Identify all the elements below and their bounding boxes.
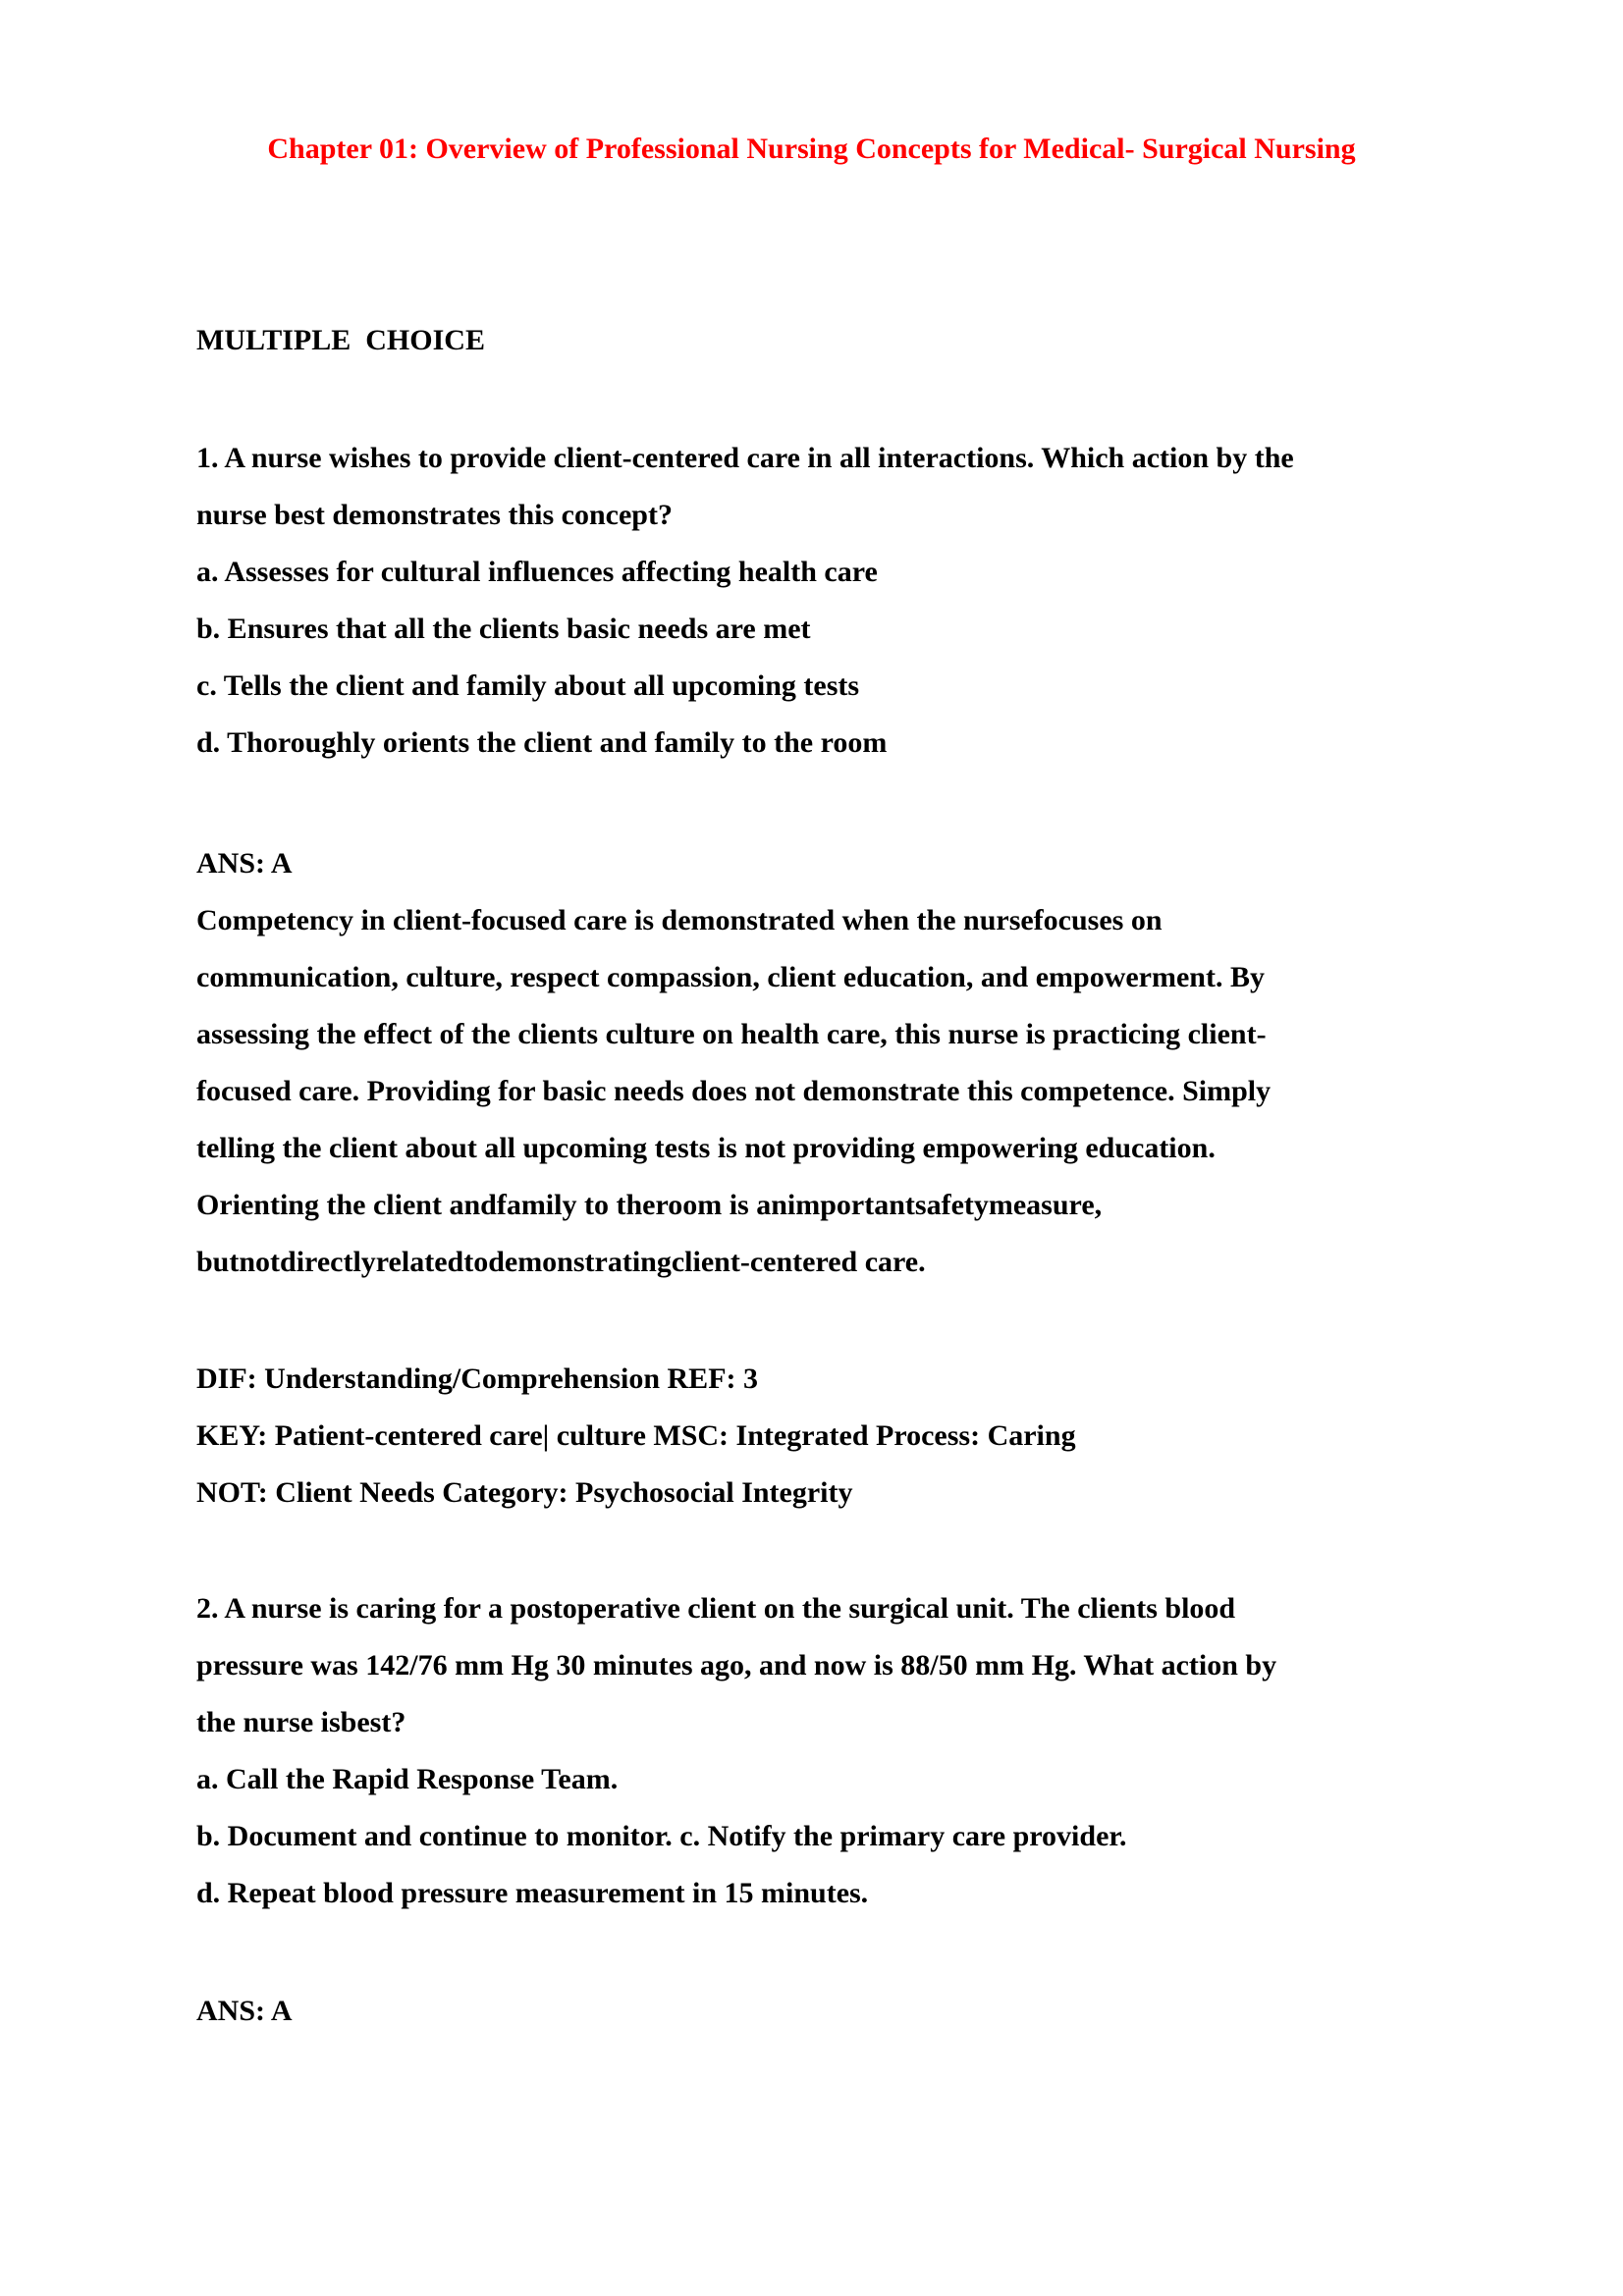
question-1-option-c: c. Tells the client and family about all upcoming tests xyxy=(196,669,860,702)
question-1-option-b: b. Ensures that all the clients basic needs are met xyxy=(196,613,811,645)
rationale-line: telling the client about all upcoming tests is not providing empowering education. xyxy=(196,1132,1216,1164)
question-1-stem-line: nurse best demonstrates this concept? xyxy=(196,499,673,531)
question-2-stem-line: 2. A nurse is caring for a postoperative client on the surgical unit. The clients blood xyxy=(196,1592,1236,1625)
question-1-option-d: d. Thoroughly orients the client and family to the room xyxy=(196,726,888,759)
question-2-option-bc: b. Document and continue to monitor. c. Notify the primary care provider. xyxy=(196,1820,1127,1852)
question-1-option-a: a. Assesses for cultural influences affecting health care xyxy=(196,556,878,588)
rationale-line: focused care. Providing for basic needs does not demonstrate this competence. Simply xyxy=(196,1075,1271,1107)
not-line: NOT: Client Needs Category: Psychosocial Integrity xyxy=(196,1476,853,1509)
question-1 xyxy=(196,430,1427,1522)
question-1-rationale xyxy=(196,892,1427,1291)
rationale-line: butnotdirectlyrelatedtodemonstratingclient-centered care. xyxy=(196,1246,926,1278)
question-2 xyxy=(196,1580,1427,2040)
rationale-line: Competency in client-focused care is demonstrated when the nursefocuses on xyxy=(196,904,1163,936)
key-line: KEY: Patient-centered care| culture MSC: Integrated Process: Caring xyxy=(196,1419,1076,1452)
section-heading: MULTIPLE CHOICE xyxy=(196,324,485,356)
dif-line: DIF: Understanding/Comprehension REF: 3 xyxy=(196,1362,759,1395)
question-2-option-d: d. Repeat blood pressure measurement in 15 minutes. xyxy=(196,1877,869,1909)
question-2-option-a: a. Call the Rapid Response Team. xyxy=(196,1763,619,1795)
rationale-line: communication, culture, respect compassion, client education, and empowerment. By xyxy=(196,961,1265,993)
question-1-metadata xyxy=(196,1351,1427,1522)
question-2-stem-line: the nurse isbest? xyxy=(196,1706,406,1738)
page-title: Chapter 01: Overview of Professional Nursing Concepts for Medical- Surgical Nursing xyxy=(267,133,1356,165)
rationale-line: assessing the effect of the clients culture on health care, this nurse is practicing client- xyxy=(196,1018,1267,1050)
question-1-stem-line: 1. A nurse wishes to provide client-centered care in all interactions. Which action by the xyxy=(196,442,1294,474)
question-1-answer: ANS: A xyxy=(196,847,293,880)
rationale-line: Orienting the client andfamily to theroom is animportantsafetymeasure, xyxy=(196,1189,1103,1221)
question-2-answer: ANS: A xyxy=(196,1995,293,2027)
question-2-stem-line: pressure was 142/76 mm Hg 30 minutes ago, and now is 88/50 mm Hg. What action by xyxy=(196,1649,1277,1682)
